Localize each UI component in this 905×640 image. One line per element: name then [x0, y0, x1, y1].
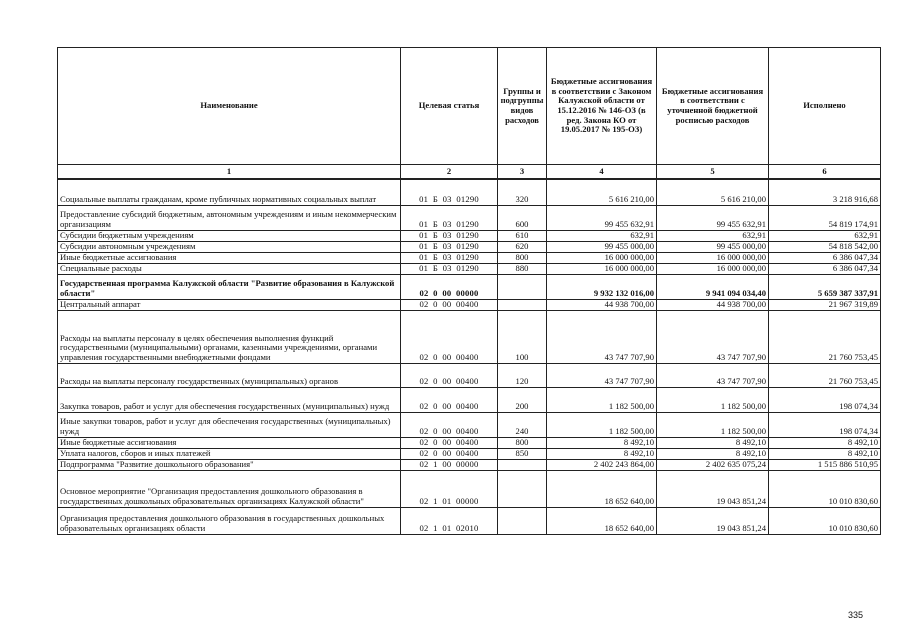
- row-target-code: 02 0 00 00400: [401, 437, 498, 448]
- row-target-code: 01 Б 03 01290: [401, 205, 498, 230]
- row-executed-amount: 21 967 319,89: [769, 299, 881, 310]
- row-refined-amount: 19 043 851,24: [657, 470, 769, 507]
- row-executed-amount: 5 659 387 337,91: [769, 274, 881, 299]
- row-law-amount: 5 616 210,00: [547, 179, 657, 205]
- row-law-amount: 1 182 500,00: [547, 387, 657, 412]
- row-name: Основное мероприятие "Организация предоставления дошкольного образования в государственных дошкольных образовательных организациях Калужской области": [58, 470, 401, 507]
- row-group: 620: [498, 241, 547, 252]
- row-refined-amount: 44 938 700,00: [657, 299, 769, 310]
- table-row: [58, 299, 881, 310]
- header-law-allocations: Бюджетные ассигнования в соответствии с Законом Калужской области от 15.12.2016 № 146-ОЗ (в ред. Закона КО от 19.05.2017 № 195-ОЗ): [547, 48, 657, 165]
- row-name: Закупка товаров, работ и услуг для обеспечения государственных (муниципальных) нужд: [58, 387, 401, 412]
- row-executed-amount: 198 074,34: [769, 387, 881, 412]
- table-row: [58, 459, 881, 470]
- row-executed-amount: 632,91: [769, 230, 881, 241]
- row-group: 600: [498, 205, 547, 230]
- row-refined-amount: 43 747 707,90: [657, 363, 769, 387]
- row-name: Иные бюджетные ассигнования: [58, 437, 401, 448]
- row-group: 610: [498, 230, 547, 241]
- row-name: Специальные расходы: [58, 263, 401, 274]
- header-expense-groups: Группы и подгруппы видов расходов: [498, 48, 547, 165]
- column-number: 1: [58, 165, 401, 180]
- table-row: [58, 274, 881, 299]
- row-group: 320: [498, 179, 547, 205]
- row-name: Субсидии бюджетным учреждениям: [58, 230, 401, 241]
- row-target-code: 01 Б 03 01290: [401, 263, 498, 274]
- row-refined-amount: 19 043 851,24: [657, 507, 769, 534]
- row-law-amount: 99 455 000,00: [547, 241, 657, 252]
- header-refined-allocations: Бюджетные ассигнования в соответствии с уточненной бюджетной росписью расходов: [657, 48, 769, 165]
- row-executed-amount: 198 074,34: [769, 412, 881, 437]
- row-name: Субсидии автономным учреждениям: [58, 241, 401, 252]
- row-law-amount: 9 932 132 016,00: [547, 274, 657, 299]
- row-executed-amount: 6 386 047,34: [769, 252, 881, 263]
- column-number-row: [58, 165, 881, 180]
- row-group: 200: [498, 387, 547, 412]
- row-name: Государственная программа Калужской области "Развитие образования в Калужской области": [58, 274, 401, 299]
- row-group: [498, 299, 547, 310]
- row-refined-amount: 99 455 632,91: [657, 205, 769, 230]
- row-group: 240: [498, 412, 547, 437]
- row-law-amount: 2 402 243 864,00: [547, 459, 657, 470]
- row-target-code: 02 0 00 00400: [401, 299, 498, 310]
- row-target-code: 02 0 00 00400: [401, 387, 498, 412]
- row-name: Иные бюджетные ассигнования: [58, 252, 401, 263]
- row-law-amount: 18 652 640,00: [547, 470, 657, 507]
- row-law-amount: 632,91: [547, 230, 657, 241]
- row-refined-amount: 2 402 635 075,24: [657, 459, 769, 470]
- row-executed-amount: 8 492,10: [769, 437, 881, 448]
- row-group: 850: [498, 448, 547, 459]
- row-name: Расходы на выплаты персоналу в целях обеспечения выполнения функций государственными (муниципальными) органами, казенными учреждениями, органами управления государственными внебюджетными фондами: [58, 310, 401, 363]
- row-target-code: 02 1 01 02010: [401, 507, 498, 534]
- row-name: Центральный аппарат: [58, 299, 401, 310]
- table-row: [58, 252, 881, 263]
- row-refined-amount: 1 182 500,00: [657, 412, 769, 437]
- row-refined-amount: 16 000 000,00: [657, 263, 769, 274]
- row-name: Подпрограмма "Развитие дошкольного образования": [58, 459, 401, 470]
- table-row: [58, 263, 881, 274]
- row-target-code: 01 Б 03 01290: [401, 241, 498, 252]
- row-law-amount: 8 492,10: [547, 437, 657, 448]
- row-group: [498, 470, 547, 507]
- row-name: Предоставление субсидий бюджетным, автономным учреждениям и иным некоммерческим организациям: [58, 205, 401, 230]
- row-law-amount: 99 455 632,91: [547, 205, 657, 230]
- column-number: 3: [498, 165, 547, 180]
- row-executed-amount: 54 818 542,00: [769, 241, 881, 252]
- row-executed-amount: 21 760 753,45: [769, 310, 881, 363]
- page-number: 335: [848, 610, 864, 620]
- row-refined-amount: 5 616 210,00: [657, 179, 769, 205]
- table-row: [58, 363, 881, 387]
- row-refined-amount: 1 182 500,00: [657, 387, 769, 412]
- table-row: [58, 241, 881, 252]
- row-name: Иные закупки товаров, работ и услуг для обеспечения государственных (муниципальных) нужд: [58, 412, 401, 437]
- row-refined-amount: 8 492,10: [657, 448, 769, 459]
- row-target-code: 01 Б 03 01290: [401, 230, 498, 241]
- row-target-code: 02 1 01 00000: [401, 470, 498, 507]
- row-executed-amount: 8 492,10: [769, 448, 881, 459]
- table-row: [58, 179, 881, 205]
- row-name: Расходы на выплаты персоналу государственных (муниципальных) органов: [58, 363, 401, 387]
- table-row: [58, 205, 881, 230]
- column-number: 6: [769, 165, 881, 180]
- table-row: [58, 437, 881, 448]
- row-law-amount: 44 938 700,00: [547, 299, 657, 310]
- row-group: 800: [498, 437, 547, 448]
- row-executed-amount: 3 218 916,68: [769, 179, 881, 205]
- row-refined-amount: 9 941 094 034,40: [657, 274, 769, 299]
- row-law-amount: 43 747 707,90: [547, 310, 657, 363]
- row-target-code: 02 0 00 00400: [401, 412, 498, 437]
- column-number: 4: [547, 165, 657, 180]
- table-row: [58, 507, 881, 534]
- row-law-amount: 43 747 707,90: [547, 363, 657, 387]
- row-group: 800: [498, 252, 547, 263]
- row-group: 880: [498, 263, 547, 274]
- row-law-amount: 8 492,10: [547, 448, 657, 459]
- row-name: Уплата налогов, сборов и иных платежей: [58, 448, 401, 459]
- row-executed-amount: 54 819 174,91: [769, 205, 881, 230]
- row-refined-amount: 16 000 000,00: [657, 252, 769, 263]
- row-refined-amount: 99 455 000,00: [657, 241, 769, 252]
- table-body: [58, 179, 881, 534]
- budget-table: [57, 47, 881, 535]
- row-target-code: 02 0 00 00400: [401, 310, 498, 363]
- row-executed-amount: 21 760 753,45: [769, 363, 881, 387]
- row-target-code: 02 0 00 00400: [401, 363, 498, 387]
- table-header-row: [58, 48, 881, 165]
- row-law-amount: 16 000 000,00: [547, 263, 657, 274]
- row-group: 120: [498, 363, 547, 387]
- header-target-article: Целевая статья: [401, 48, 498, 165]
- row-executed-amount: 10 010 830,60: [769, 507, 881, 534]
- row-law-amount: 1 182 500,00: [547, 412, 657, 437]
- table-row: [58, 412, 881, 437]
- header-name: Наименование: [58, 48, 401, 165]
- table-row: [58, 230, 881, 241]
- row-refined-amount: 632,91: [657, 230, 769, 241]
- row-group: [498, 507, 547, 534]
- row-group: [498, 459, 547, 470]
- row-target-code: 02 0 00 00400: [401, 448, 498, 459]
- row-refined-amount: 8 492,10: [657, 437, 769, 448]
- table-row: [58, 470, 881, 507]
- row-executed-amount: 6 386 047,34: [769, 263, 881, 274]
- row-name: Социальные выплаты гражданам, кроме публичных нормативных социальных выплат: [58, 179, 401, 205]
- row-name: Организация предоставления дошкольного образования в государственных дошкольных образовательных организациях области: [58, 507, 401, 534]
- column-number: 2: [401, 165, 498, 180]
- row-target-code: 01 Б 03 01290: [401, 179, 498, 205]
- table-row: [58, 448, 881, 459]
- row-target-code: 02 0 00 00000: [401, 274, 498, 299]
- row-refined-amount: 43 747 707,90: [657, 310, 769, 363]
- table-row: [58, 387, 881, 412]
- row-executed-amount: 1 515 886 510,95: [769, 459, 881, 470]
- row-group: [498, 274, 547, 299]
- row-executed-amount: 10 010 830,60: [769, 470, 881, 507]
- row-target-code: 02 1 00 00000: [401, 459, 498, 470]
- row-law-amount: 16 000 000,00: [547, 252, 657, 263]
- column-number: 5: [657, 165, 769, 180]
- table-row: [58, 310, 881, 363]
- row-law-amount: 18 652 640,00: [547, 507, 657, 534]
- header-executed: Исполнено: [769, 48, 881, 165]
- row-group: 100: [498, 310, 547, 363]
- row-target-code: 01 Б 03 01290: [401, 252, 498, 263]
